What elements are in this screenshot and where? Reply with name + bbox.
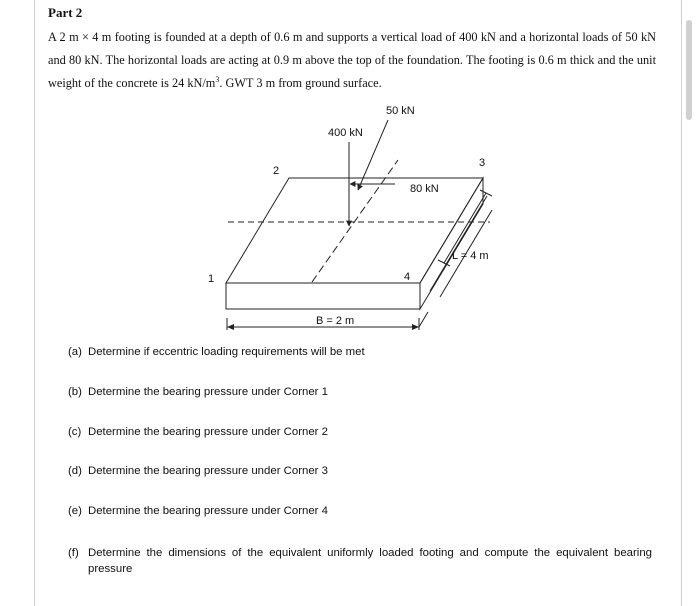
problem-text: A 2 m × 4 m footing is founded at a depth of 0.6 m and supports a vertical load of 400 kN and a horizontal loads of 50 kN and 80 kN. The horizontal loads are acting at 0.9 m above the top of the foundation. The footing is 0.6 m thick and the unit weight of the concrete is 24 kN/m: [48, 30, 656, 90]
label-80kn: 80 kN: [410, 183, 439, 195]
dim-B-arrowhead: [227, 324, 234, 330]
footing-side-face: [420, 178, 483, 309]
question-text: Determine if eccentric loading requirements will be met: [88, 346, 365, 358]
corner-3-label: 3: [479, 157, 486, 169]
dim-B-arrowhead: [412, 324, 419, 330]
question-text: Determine the bearing pressure under Corner 4: [88, 505, 328, 517]
dim-L-label: L = 4 m: [452, 250, 489, 262]
question-label: (b): [68, 386, 82, 398]
label-50kn: 50 kN: [386, 105, 415, 117]
corner-2-label: 2: [273, 165, 280, 177]
corner-1-label: 1: [208, 273, 215, 285]
question-c: [68, 426, 328, 438]
question-a: [68, 346, 365, 358]
question-label: (c): [68, 426, 82, 438]
question-text: Determine the bearing pressure under Corner 3: [88, 465, 328, 477]
label-400kn: 400 kN: [328, 127, 363, 139]
question-e: [68, 505, 328, 517]
side-edge-line: [430, 196, 487, 291]
question-label: (e): [68, 505, 82, 517]
unit-superscript: 3: [215, 74, 220, 84]
question-label: (f): [68, 547, 79, 559]
dim-L-tick: [480, 190, 492, 196]
question-f: [68, 545, 654, 577]
question-text: Determine the dimensions of the equivalent uniformly loaded footing and compute the equivalent bearing pressure: [88, 547, 652, 575]
dim-B-end: [419, 312, 428, 327]
question-label: (a): [68, 346, 82, 358]
question-text: Determine the bearing pressure under Corner 1: [88, 386, 328, 398]
footing-front-face: [226, 283, 420, 309]
corner-4-label: 4: [404, 271, 411, 283]
question-text: Determine the bearing pressure under Corner 2: [88, 426, 328, 438]
question-b: [68, 386, 328, 398]
part-heading: Part 2: [48, 5, 83, 20]
question-label: (d): [68, 465, 82, 477]
dim-B-label: B = 2 m: [316, 315, 355, 327]
question-d: [68, 465, 328, 477]
problem-text-end: . GWT 3 m from ground surface.: [219, 76, 382, 90]
